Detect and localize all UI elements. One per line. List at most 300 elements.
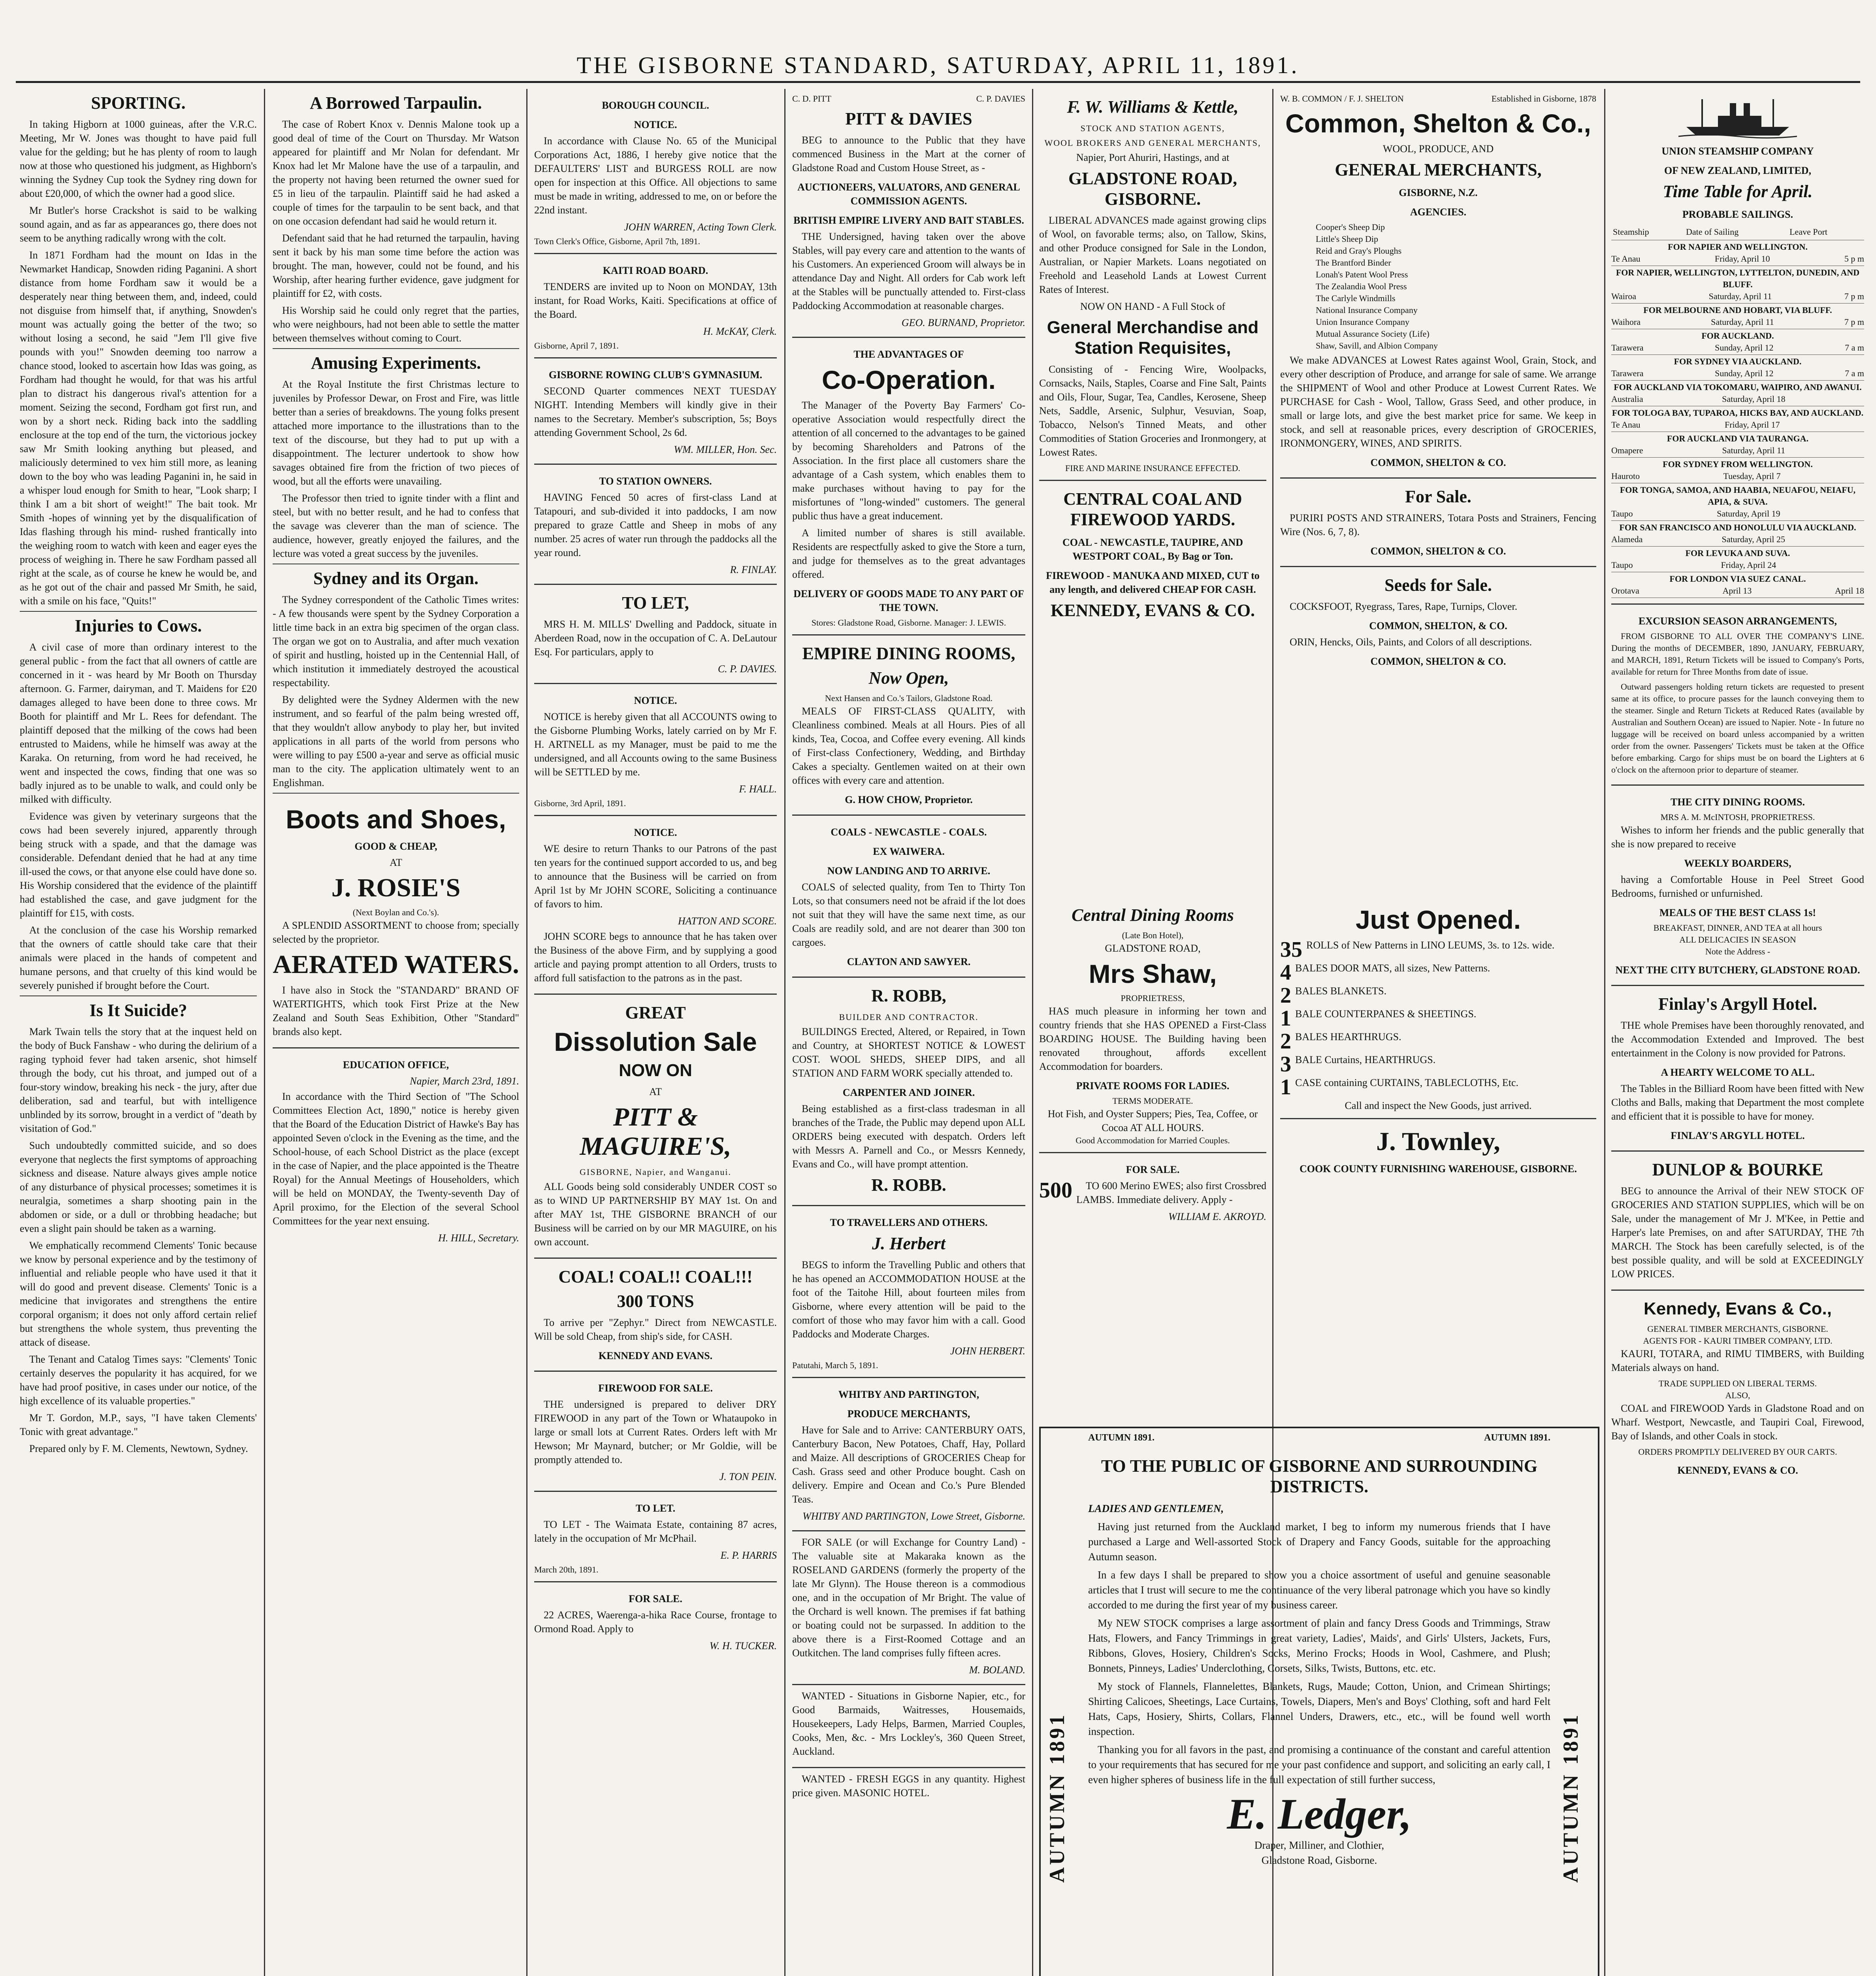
williams-now-on-hand: NOW ON HAND - A Full Stock of — [1080, 301, 1226, 312]
sailing-date: April 13 — [1722, 586, 1752, 596]
ledger-paragraph: Having just returned from the Auckland market, I beg to inform my numerous friends that I have purchased a Large and Well-assorted Stock of Drapery and Fancy Goods, suitable for the approaching Autumn season. — [1088, 1521, 1550, 1563]
autumn-corner-tr: AUTUMN 1891. — [1484, 1433, 1550, 1443]
robb-sub: BUILDER AND CONTRACTOR. — [839, 1012, 979, 1022]
opened-text: ROLLS of New Patterns in LINO LEUMS, 3s. to 12s. wide. — [1306, 939, 1555, 951]
kaiti-text: TENDERS are invited up to Noon on MONDAY, 13th instant, for Road Works, Kaiti. Specifications at office of the Board. — [534, 281, 777, 320]
station-text: HAVING Fenced 50 acres of first-class Land at Tatapouri, and sub-divided it into paddocks, I am now prepared to graze Cattle and Sheep in mobs of any number. 25 acres of water run through the paddocks all the year round. — [534, 492, 777, 558]
column-3 — [534, 89, 777, 1976]
herbert-date: Patutahi, March 5, 1891. — [792, 1360, 878, 1370]
sailing-row — [1611, 559, 1864, 571]
dining-terms: TERMS MODERATE. — [1112, 1096, 1193, 1106]
dining-address: GLADSTONE ROAD, — [1105, 943, 1201, 954]
cooperation-text: The Manager of the Poverty Bay Farmers' Co-operative Association would respectfully direct the attention of all concerned to the advantages to be gained by becoming Shareholders and Patrons of the Association. In the first place all customers share the advantage of a Cash system, which enables them to make purchases without having to pay for the misfortunes of "long-winded" customers. The general public thus have a great inducement. — [792, 400, 1025, 522]
seeds-heading: Seeds for Sale. — [1384, 575, 1492, 595]
boots-shop-name: J. ROSIE'S — [331, 873, 461, 902]
for-sale-signature: W. H. TUCKER. — [709, 1640, 777, 1652]
ledger-salute: LADIES AND GENTLEMEN, — [1088, 1503, 1224, 1514]
sailing-row — [1611, 393, 1864, 405]
article-paragraph: We emphatically recommend Clements' Tonic because we know by personal experience and by the testimony of influential and reliable people who have used it that it will do good and prevent disease. Clements' Tonic is a medicine that invigorates and strengthens the entire corporal organism; it does not only afford certain relief but strengthens the whole system, thus preventing the attack of disease. — [20, 1240, 257, 1348]
agency-item: Lonah's Patent Wool Press — [1316, 270, 1408, 279]
finlay-text: THE whole Premises have been thoroughly renovated, and the Accommodation Extended and Improved. The best entertainment in the Colony is now provided for Patrons. — [1611, 1020, 1864, 1059]
sailing-row — [1611, 368, 1864, 379]
sailing-entry — [1611, 381, 1864, 406]
agency-item: Union Insurance Company — [1316, 317, 1410, 327]
col-header: Steamship — [1611, 224, 1684, 240]
dining-name: Mrs Shaw, — [1089, 959, 1217, 988]
boots-heading: Boots and Shoes, — [286, 805, 506, 834]
seeds-signature: COMMON, SHELTON, & CO. — [1369, 620, 1507, 632]
kennedy-sub: GENERAL TIMBER MERCHANTS, GISBORNE. — [1647, 1324, 1828, 1334]
herbert-advert — [792, 1206, 1025, 1378]
central-firewood: FIREWOOD - MANUKA AND MIXED, CUT to any length, and delivered CHEAP FOR CASH. — [1046, 570, 1260, 595]
opened-text: BALES DOOR MATS, all sizes, New Patterns. — [1295, 962, 1490, 974]
sailing-time: 7 a m — [1845, 343, 1864, 353]
excursion-advert — [1611, 605, 1864, 786]
borough-text: In accordance with Clause No. 65 of the Municipal Corporations Act, 1886, I hereby give notice that the DEFAULTERS' LIST and BURGESS ROLL are now open for inspection at this Office. All objections to same must be made in writing, addressed to me, on or before the 22nd instant. — [534, 135, 777, 216]
pitt-davies-advert — [792, 89, 1025, 338]
ledger-heading: TO THE PUBLIC OF GISBORNE AND SURROUNDING DISTRICTS. — [1101, 1456, 1538, 1496]
city-breakfast: BREAKFAST, DINNER, AND TEA at all hours — [1653, 923, 1822, 933]
opened-count: 2 — [1280, 984, 1291, 1007]
sailing-date: Friday, April 10 — [1714, 254, 1770, 264]
great-heading: GREAT — [625, 1003, 686, 1022]
to-let-advert — [534, 1492, 777, 1582]
sailing-ship: Omapere — [1611, 445, 1643, 455]
sailing-row — [1611, 534, 1864, 545]
roseland-text: FOR SALE (or will Exchange for Country Land) - The valuable site at Makaraka known as the ROSELAND GARDENS (formerly the property of the late Mr Glynn). The House thereon is a commodious one, and in the occupation of Mr Bright. The value of the Orchard is well known. The premises if fat bathing or boating could not be surpassed. In addition to the above there is a First-Roomed Cottage and an Outkitchen. The land comprises fully fifteen acres. — [792, 1537, 1025, 1659]
common-general: GENERAL MERCHANTS, — [1335, 160, 1542, 179]
kennedy-orders: ORDERS PROMPTLY DELIVERED BY OUR CARTS. — [1638, 1447, 1837, 1457]
hatton-score-notice — [534, 816, 777, 995]
kennedy-evans-advert — [1611, 1291, 1864, 1485]
sailing-ship: Wairoa — [1611, 291, 1636, 301]
common-shelton-advert — [1280, 89, 1596, 479]
masthead-rule — [16, 81, 1860, 83]
williams-address: Napier, Port Ahuriri, Hastings, and at — [1076, 152, 1230, 163]
merino-text: TO 600 Merino EWES; also first Crossbred LAMBS. Immediate delivery. Apply - — [1076, 1180, 1266, 1205]
sailing-row — [1611, 290, 1864, 302]
pitt-maguire-text: ALL Goods being sold considerably UNDER COST so as to WIND UP PARTNERSHIP BY MAY 1st. On and after MAY 1st, THE GISBORNE BRANCH of our Business will be carried on by our MR MAGUIRE, on his own account. — [534, 1181, 777, 1248]
sailings-header — [1611, 224, 1864, 240]
sailing-destination: FOR SAN FRANCISCO AND HONOLULU VIA AUCKLAND. — [1619, 522, 1856, 532]
opened-call: Call and inspect the New Goods, just arrived. — [1345, 1100, 1532, 1111]
sailing-entry — [1611, 329, 1864, 355]
coal-tons: 300 TONS — [617, 1292, 694, 1311]
common-text: We make ADVANCES at Lowest Rates against Wool, Grain, Stock, and every other description of Produce, and arrange for sale of same. We arrange the SHIPMENT of Wool and other Produce at Lowest Current Rates. We PURCHASE for Cash - Wool, Tallow, Grass Seed, and other produce, in small or large lots, and give the best market price for same. We keep in stock, and sell at reasonable prices, every description of GROCERIES, IRONMONGERY, WINES, AND SPIRITS. — [1280, 354, 1596, 449]
common-sub: WOOL, PRODUCE, AND — [1383, 143, 1494, 155]
townley-sub: COOK COUNTY FURNISHING WAREHOUSE, GISBORNE. — [1299, 1163, 1577, 1175]
just-opened-advert — [1280, 897, 1596, 1119]
col-header: Date of Sailing — [1684, 224, 1788, 240]
tarpaulin-heading: A Borrowed Tarpaulin. — [310, 93, 482, 113]
merino-number: 500 — [1039, 1178, 1072, 1203]
article-paragraph: His Worship said he could only regret that the parties, who were neighbours, had not been able to settle the matter between themselves without coming to Court. — [273, 305, 519, 344]
sailing-row — [1611, 585, 1864, 597]
eggs-advert — [792, 1768, 1025, 1808]
roseland-advert — [792, 1531, 1025, 1685]
now-on-label: NOW ON — [619, 1061, 692, 1080]
masthead-title: THE GISBORNE STANDARD, SATURDAY, APRIL 11, 1891. — [576, 52, 1300, 78]
rowing-text: SECOND Quarter commences NEXT TUESDAY NIGHT. Intending Members will kindly give in their names to the Secretary. Member's subscription, 5s; Boys attending Government School, 2s 6d. — [534, 385, 777, 438]
whitby-advert — [792, 1378, 1025, 1531]
sailing-ship: Hauroto — [1611, 471, 1640, 481]
central-dining-advert — [1039, 897, 1266, 1153]
williams-heading: F. W. Williams & Kettle, — [1067, 97, 1239, 117]
plumbing-notice — [534, 684, 777, 816]
sailing-destination: FOR AUCKLAND. — [1701, 331, 1774, 341]
aerated-heading: AERATED WATERS. — [273, 950, 519, 979]
opened-block — [1280, 897, 1596, 1419]
seeds-advert — [1280, 567, 1596, 676]
dunlop-heading: DUNLOP & BOURKE — [1652, 1160, 1823, 1179]
coal-text: To arrive per "Zephyr." Direct from NEWCASTLE. Will be sold Cheap, from ship's side, for CASH. — [534, 1317, 777, 1342]
coals-landing: NOW LANDING AND TO ARRIVE. — [827, 865, 991, 877]
opened-item — [1280, 961, 1596, 984]
article-paragraph: A civil case of more than ordinary interest to the general public - from the fact that all owners of cattle are concerned in it - was heard by Mr Booth on Thursday afternoon. G. Farmer, dairyman, and T. Maidens for £20 damages alleged to have been done to three cows. Mr Booth for plaintiff and Mr L. Rees for defendant. The plaintiff deposed that the milking of the cows had been entrusted to Maidens, while he himself was away at the Karaka. On returning, from word he had received, he went and inspected the cows, finding that one was so badly injured as to be unable to walk, and could only be milked with difficulty. — [20, 641, 257, 805]
city-delicacies: ALL DELICACIES IN SEASON — [1679, 935, 1796, 945]
passengers-text: Outward passengers holding return tickets are requested to present same at its office, to procure passes for the launch conveying them to the steamer. Single and Return Tickets at Reduced Rates (available by Australian and Southern Ocean) are issued to Napier. Note - In future no luggage will be received on board unless accompanied by a written order from the owner. Passengers' Tickets must be taken at the Office before embarking. Cargo for ships must be on board the Lighters at 6 o'clock on the afternoon prior to departure of steamer. — [1611, 682, 1864, 775]
station-heading: TO STATION OWNERS. — [599, 475, 712, 487]
common-partners — [1280, 93, 1596, 105]
agencies-list — [1280, 221, 1596, 352]
at-label: AT — [649, 1086, 662, 1097]
kennedy-coal: COAL and FIREWOOD Yards in Gladstone Road and on Wharf. Westport, Newcastle, and Taupiri Coal, Firewood, Bay of Islands, and other Coals in stock. — [1611, 1403, 1864, 1442]
dissolution-sale-advert — [534, 995, 777, 1259]
stables-text: THE Undersigned, having taken over the above Stables, will pay every care and attention to the wants of his Customers. An experienced Groom will always be in attendance Day and Night. All orders for Cab work left at the Stables will be punctually attended to. First-class Paddocking Accommodation at reasonable charges. — [792, 231, 1025, 311]
to-let-heading: TO LET. — [635, 1503, 676, 1514]
station-signature: R. FINLAY. — [730, 564, 777, 575]
col-header: Leave Port — [1788, 224, 1864, 240]
article-paragraph: Defendant said that he had returned the tarpaulin, having sent it back by his man some time before the action was brought. The man, however, could not be found, and his Worship, after hearing further evidence, gave judgment for plaintiff for £2, with costs. — [273, 232, 519, 299]
for-sale-heading: FOR SALE. — [629, 1593, 682, 1605]
sailing-entry — [1611, 483, 1864, 521]
for-sale-signature: COMMON, SHELTON & CO. — [1370, 545, 1506, 557]
divider — [273, 348, 519, 349]
sailing-destination: FOR LEVUKA AND SUVA. — [1685, 548, 1790, 558]
dunlop-advert — [1611, 1152, 1864, 1291]
opened-text: CASE containing CURTAINS, TABLECLOTHS, Etc. — [1295, 1077, 1519, 1088]
boots-at: AT — [390, 857, 402, 868]
merino-heading: FOR SALE. — [1126, 1164, 1180, 1175]
whitby-heading: WHITBY AND PARTINGTON, — [838, 1389, 979, 1400]
kennedy-agents: AGENTS FOR - KAURI TIMBER COMPANY, LTD. — [1643, 1336, 1833, 1346]
coals-advert — [792, 816, 1025, 978]
firewood-heading: FIREWOOD FOR SALE. — [598, 1382, 713, 1394]
sailing-date: Saturday, April 11 — [1722, 445, 1786, 455]
townley-advert — [1280, 1119, 1596, 1184]
station-owners-advert — [534, 465, 777, 585]
sailing-ship: Te Anau — [1611, 254, 1641, 264]
sydney-heading: Sydney and its Organ. — [313, 569, 479, 588]
column-rule — [1604, 89, 1605, 1976]
sailing-destination: FOR SYDNEY FROM WELLINGTON. — [1663, 459, 1813, 469]
coals-heading: COALS - NEWCASTLE - COALS. — [831, 826, 987, 838]
ledger-body — [1088, 1452, 1550, 1976]
dining-sub: (Late Bon Hotel), — [1122, 930, 1184, 940]
opened-count: 3 — [1280, 1053, 1291, 1076]
article-paragraph: Mr Butler's horse Crackshot is said to be walking sound again, and as far as appearances go, there does not seem to be anything radically wrong with the colt. — [20, 205, 257, 244]
dining-ladies: PRIVATE ROOMS FOR LADIES. — [1076, 1080, 1230, 1092]
eggs-text: WANTED - FRESH EGGS in any quantity. Highest price given. MASONIC HOTEL. — [792, 1773, 1025, 1799]
borough-notice — [534, 89, 777, 254]
city-next: NEXT THE CITY BUTCHERY, GLADSTONE ROAD. — [1615, 964, 1860, 976]
opened-count: 35 — [1280, 938, 1302, 961]
finlay-advert — [1611, 986, 1864, 1152]
notice-text: JOHN SCORE begs to announce that he has taken over the Business of the above Firm, and by supplying a good article and paying prompt attention to all Orders, trusts to afford full satisfaction to the patrons as in the past. — [534, 931, 777, 984]
finlay-welcome: A HEARTY WELCOME TO ALL. — [1661, 1067, 1815, 1078]
divider — [20, 611, 257, 612]
empire-signature: G. HOW CHOW, Proprietor. — [845, 794, 973, 805]
robb-text: BUILDINGS Erected, Altered, or Repaired, in Town and Country, at SHORTEST NOTICE & LOWEST COST. WOOL SHEDS, SHEEP DIPS, and all STATION AND FARM WORK specially attended to. — [792, 1026, 1025, 1079]
sporting-heading: SPORTING. — [91, 93, 186, 113]
common-signature: COMMON, SHELTON & CO. — [1370, 457, 1506, 468]
sailing-ship: Taupo — [1611, 560, 1633, 570]
sailing-row — [1611, 470, 1864, 482]
sailing-ship: Tarawera — [1611, 368, 1644, 378]
excursion-text: FROM GISBORNE TO ALL OVER THE COMPANY'S LINE. During the months of DECEMBER, 1890, JANUARY, FEBRUARY, and MARCH, 1891, Return Tickets will be issued to Company's Ports, available for return for Three Months from date of issue. — [1611, 631, 1864, 677]
kaiti-notice — [534, 254, 777, 358]
sailing-destination: FOR NAPIER, WELLINGTON, LYTTELTON, DUNEDIN, AND BLUFF. — [1616, 268, 1860, 289]
sailing-row — [1611, 445, 1864, 456]
cooperation-heading: Co-Operation. — [822, 365, 996, 394]
sailings-table — [1611, 224, 1864, 240]
sailing-time: 7 a m — [1845, 368, 1864, 378]
sailing-ship: Australia — [1611, 394, 1643, 404]
kennedy-signature: KENNEDY, EVANS & CO. — [1677, 1465, 1798, 1476]
sailing-row — [1611, 316, 1864, 328]
opened-item — [1280, 1007, 1596, 1030]
agency-item: The Zealandia Wool Press — [1316, 281, 1407, 291]
ledger-paragraph: My stock of Flannels, Flannelettes, Blankets, Rugs, Maude; Cotton, Union, and Crimean Shirtings; Shirting Calicoes, Sheetings, Lace Curtains, Towels, Diapers, Men's and Boys' Clothing, soft and hard Felt Hats, Caps, Hosiery, Shirts, Collars, Flannel Unders, Drawers, etc., etc., will be found well worth inspection. — [1088, 1680, 1550, 1737]
boots-text: A SPLENDID ASSORTMENT to choose from; specially selected by the proprietor. — [273, 920, 519, 945]
dining-heading: Central Dining Rooms — [1072, 905, 1234, 925]
article-paragraph: The Professor then tried to ignite tinder with a flint and steel, but with no better result, and he had to confess that the savage was cleverer than the man of science. The audience, however, greatly enjoyed the failures, and the lecture was voted a great success by the juveniles. — [273, 492, 519, 559]
article-paragraph: In 1871 Fordham had the mount on Idas in the Newmarket Handicap, Snowden riding Paganini. A short distance from home Fordham saw it would be a desperately near thing between them, and, indeed, could not disguise from himself that, if anything, Snowden's mount was actually going the better of the two; so without losing a second, he said "Jem I'll give five pounds with you!" Snowden deeming too narrow a chance stood, looked to ascertain how Idas was going, as Fordham had thought he would, for that was his artful plan to distract his dangerous rival's attention for a moment. Seizing the second, Fordham got first run, and won by a short neck. Riding back into the saddling enclosure at the top end of the turn, the victorious jockey saw Mr Smith looking anything but pleased, and maliciously determined to vex him still more, as leaning down to the boy who was leading Paganini in, he said in a whisper loud enough for Smith to hear, "Look sharp; I think I am a bit short of weight!" The bait took. Mr Smith -hopes of winning yet by the disqualification of Idas flashing through his mind- rushed frantically into the weighing room to watch with keen and eager eyes the process of weighing in. There he saw Fordham passed all right at the scale, as of course he knew he would be, and as he got out of the chair and passed Mr Smith, he said, with a smile on his face, "Quits!" — [20, 249, 257, 607]
agency-item: Little's Sheep Dip — [1316, 234, 1378, 244]
sailing-time: 5 p m — [1844, 254, 1864, 264]
notice-heading: NOTICE. — [634, 695, 677, 706]
common-established: Established in Gisborne, 1878 — [1491, 94, 1596, 104]
kennedy-text: KAURI, TOTARA, and RIMU TIMBERS, with Building Materials always on hand. — [1611, 1348, 1864, 1373]
column-rule — [264, 89, 265, 1976]
coals-signature: CLAYTON AND SAWYER. — [847, 956, 971, 967]
sailing-destination: FOR NAPIER AND WELLINGTON. — [1668, 242, 1808, 252]
kennedy-heading: Kennedy, Evans & Co., — [1644, 1299, 1832, 1318]
city-meals: MEALS OF THE BEST CLASS 1s! — [1659, 907, 1816, 918]
city-note: Note the Address - — [1705, 947, 1771, 956]
opened-text: BALES BLANKETS. — [1295, 985, 1387, 997]
common-address: GISBORNE, N.Z. — [1399, 187, 1478, 198]
sailing-time: 7 p m — [1844, 317, 1864, 327]
paints-text: ORIN, Hencks, Oils, Paints, and Colors of all descriptions. — [1290, 636, 1532, 648]
sailings-list — [1611, 240, 1864, 598]
sailing-entry — [1611, 355, 1864, 381]
city-heading: THE CITY DINING ROOMS. — [1671, 796, 1805, 808]
union-timetable: Time Table for April. — [1663, 182, 1813, 201]
sailing-row — [1611, 253, 1864, 265]
sailing-entry — [1611, 547, 1864, 572]
sailing-date: Sunday, April 12 — [1715, 343, 1774, 353]
cooperation-delivery: DELIVERY OF GOODS MADE TO ANY PART OF THE TOWN. — [793, 588, 1024, 613]
autumn-corner-tl: AUTUMN 1891. — [1088, 1433, 1155, 1443]
to-let-heading: TO LET, — [622, 593, 689, 613]
agency-item: Mutual Assurance Society (Life) — [1316, 329, 1430, 339]
sailing-ship: Taupo — [1611, 509, 1633, 519]
sailing-date: Saturday, April 25 — [1722, 534, 1785, 544]
sailing-ship: Alameda — [1611, 534, 1643, 544]
herbert-text: BEGS to inform the Travelling Public and others that he has opened an ACCOMMODATION HOUSE at the foot of the Taitohe Hill, about fourteen miles from Gisborne, where every attention will be paid to the comfort of those who may favor him with a call. Good Paddocks and Moderate Charges. — [792, 1259, 1025, 1340]
townley-heading: J. Townley, — [1376, 1127, 1500, 1156]
education-heading: EDUCATION OFFICE, — [343, 1059, 449, 1071]
robb-advert — [792, 978, 1025, 1206]
sailing-destination: FOR LONDON VIA SUEZ CANAL. — [1669, 574, 1806, 584]
kaiti-heading: KAITI ROAD BOARD. — [603, 265, 708, 276]
whitby-signature: WHITBY AND PARTINGTON, Lowe Street, Gisborne. — [802, 1510, 1025, 1522]
williams-fire: FIRE AND MARINE INSURANCE EFFECTED. — [1065, 463, 1241, 473]
opened-item — [1280, 1076, 1596, 1099]
city-text: having a Comfortable House in Peel Street Good Bedrooms, furnished or unfurnished. — [1611, 874, 1864, 899]
agency-item: Reid and Gray's Ploughs — [1316, 246, 1402, 256]
agency-item: Cooper's Sheep Dip — [1316, 222, 1385, 232]
city-dining-advert — [1611, 786, 1864, 986]
to-let-text: MRS H. M. MILLS' Dwelling and Paddock, situate in Aberdeen Road, now in the occupation of C. A. DeLautour Esq. For particulars, apply to — [534, 618, 777, 658]
coal-signature: KENNEDY AND EVANS. — [598, 1350, 713, 1361]
robb-carpentry: CARPENTER AND JOINER. — [842, 1087, 975, 1098]
column-7 — [1611, 89, 1864, 1976]
agency-item: National Insurance Company — [1316, 305, 1418, 315]
common-agencies-heading: AGENCIES. — [1410, 206, 1467, 218]
sailing-row — [1611, 508, 1864, 520]
union-steamship-advert — [1611, 89, 1864, 605]
sailing-date: Friday, April 17 — [1724, 420, 1780, 430]
union-sub: OF NEW ZEALAND, LIMITED, — [1664, 165, 1811, 176]
central-signature: KENNEDY, EVANS & CO. — [1050, 601, 1255, 620]
merino-signature: WILLIAM E. AKROYD. — [1168, 1211, 1266, 1222]
sailing-date: Saturday, April 19 — [1717, 509, 1780, 519]
article-paragraph: Prepared only by F. M. Clements, Newtown, Sydney. — [29, 1443, 248, 1454]
article-paragraph: At the Royal Institute the first Christmas lecture to juveniles by Professor Dewar, on Frost and Fire, was little better than a series of breakdowns. The young folks present attached more importance to the illustrations than to the text of the discourse, but they had to put up with a disappointment. The lecturer undertook to show how savages obtained fire from the friction of two pieces of wood, but all the efforts were unavailing. — [273, 379, 519, 487]
williams-text: LIBERAL ADVANCES made against growing clips of Wool, on favorable terms; also, on Tallow, Skins, and other Produce consigned for Sale in the London, Australian, or Napier Markets. Loans negotiated on Freehold and Leasehold Lands at Lowest Current Rates of Interest. — [1039, 215, 1266, 295]
partner-left: C. D. PITT — [792, 94, 831, 104]
for-sale-text: 22 ACRES, Waerenga-a-hika Race Course, frontage to Ormond Road. Apply to — [534, 1609, 777, 1635]
sailing-date: Tuesday, April 7 — [1723, 471, 1781, 481]
article-paragraph: The Sydney correspondent of the Catholic Times writes: - A few thousands were spent by the Sydney Corporation a little time back in an extra big specimen of the organ class. The organ we got on to Australia, and after much vexation of spirit and hustling, hoisted up in the Centennial Hall, of which institution it immediately destroyed the acoustical respectability. — [273, 594, 519, 688]
empire-now-open: Now Open, — [868, 668, 949, 688]
williams-list: Consisting of - Fencing Wire, Woolpacks, Cornsacks, Nails, Staples, Coarse and Fine Salt, Paints and Oils, Flour, Sugar, Tea, Candles, Kerosene, Sheep Nets, Saddle, Arsenic, Sulphur, Vesuvian, Soap, Tobacco, Nelson's Tinned Meats, and other Commodities of Station Groceries and Ironmongery, at Lowest Rates. — [1039, 364, 1266, 458]
newspaper-masthead — [16, 43, 1860, 79]
article-paragraph: Mr T. Gordon, M.P., says, "I have taken Clements' Tonic with great advantage." — [20, 1412, 257, 1437]
for-sale-heading: For Sale. — [1405, 487, 1471, 506]
column-4 — [792, 89, 1025, 1976]
cooperation-text: A limited number of shares is still available. Residents are respectfully asked to give the Store a turn, and judge for themselves as to the great advantages offered. — [792, 527, 1025, 580]
cooperation-stores: Stores: Gladstone Road, Gisborne. Manager: J. LEWIS. — [811, 618, 1006, 628]
borough-date: Town Clerk's Office, Gisborne, April 7th, 1891. — [534, 236, 700, 246]
rowing-signature: WM. MILLER, Hon. Sec. — [674, 444, 777, 455]
travellers-heading: TO TRAVELLERS AND OTHERS. — [830, 1217, 988, 1228]
autumn-vertical-left: AUTUMN 1891 — [1045, 1712, 1069, 1883]
finlay-text: The Tables in the Billiard Room have been fitted with New Cloths and Balls, making that Department the most complete and efficient that it is possible to have for money. — [1611, 1083, 1864, 1122]
sailing-destination: FOR TONGA, SAMOA, AND HAABIA, NEUAFOU, NEIAFU, APIA, & SUVA. — [1620, 485, 1856, 507]
city-weekly: WEEKLY BOARDERS, — [1684, 858, 1791, 869]
sailing-destination: FOR MELBOURNE AND HOBART, VIA BLUFF. — [1643, 305, 1832, 315]
city-prop: MRS A. M. McINTOSH, PROPRIETRESS. — [1660, 812, 1815, 822]
finlay-heading: Finlay's Argyll Hotel. — [1658, 994, 1818, 1014]
article-paragraph: By delighted were the Sydney Aldermen with the new instrument, and so fearful of the palm being wrested off, that they wouldn't allow anybody to play her, but invited applications in all parts of the world from persons who were willing to pay £500 a-year and serve as official music man to the city. The application ultimately went to an Englishman. — [273, 694, 519, 788]
paints-signature: COMMON, SHELTON & CO. — [1370, 656, 1506, 667]
sailing-row — [1611, 419, 1864, 431]
dining-hot: Hot Fish, and Oyster Suppers; Pies, Tea, Coffee, or Cocoa AT ALL HOURS. — [1047, 1108, 1258, 1133]
rowing-notice — [534, 358, 777, 465]
kennedy-terms: TRADE SUPPLIED ON LIBERAL TERMS. — [1658, 1378, 1817, 1388]
williams-sub: STOCK AND STATION AGENTS, — [1080, 123, 1225, 133]
agency-item: The Carlyle Windmills — [1316, 293, 1396, 303]
sailing-row — [1611, 342, 1864, 354]
central-heading: CENTRAL COAL AND FIREWOOD YARDS. — [1063, 489, 1242, 529]
opened-count: 4 — [1280, 961, 1291, 984]
herbert-heading: J. Herbert — [872, 1234, 946, 1253]
cows-heading: Injuries to Cows. — [75, 616, 202, 635]
empire-text: MEALS OF FIRST-CLASS QUALITY, with Cleanliness combined. Meals at all Hours. Pies of all kinds, Tea, Cocoa, and Coffee every evening. All kinds of First-class Confectionery, Wedding, and Birthday Cakes a specialty. Gentlemen waited on at their own offices with every care and attention. — [792, 705, 1025, 786]
dining-block — [1039, 897, 1266, 1419]
sailing-date: Sunday, April 12 — [1715, 368, 1774, 378]
education-notice — [273, 1048, 519, 1252]
pitt-davies-text: BEG to announce to the Public that they have commenced Business in the Mart at the corner of Gladstone Road and Custom House Street, as - — [792, 134, 1025, 173]
ledger-advert — [1039, 1427, 1599, 1976]
boots-subheading: GOOD & CHEAP, — [354, 841, 437, 852]
opened-text: BALES HEARTHRUGS. — [1295, 1031, 1401, 1043]
firewood-advert — [534, 1372, 777, 1492]
column-rule — [784, 89, 785, 1976]
partner-right: C. P. DAVIES — [976, 94, 1025, 104]
to-let-signature: E. P. HARRIS — [720, 1550, 777, 1561]
sailing-time: April 18 — [1835, 586, 1864, 596]
column-rule — [526, 89, 527, 1976]
steamship-icon — [1678, 95, 1797, 139]
dunlop-text: BEG to announce the Arrival of their NEW STOCK OF GROCERIES AND STATION SUPPLIES, which will be on Sale, under the management of Mr J. M'Kee, in Pettie and Harper's late Premises, on and after SATURDAY, THE 7th MARCH. The Stock has been carefully selected, is of the best possible quality, and will be sold at EXCEEDINGLY LOW PRICES. — [1611, 1185, 1864, 1280]
excursion-heading: EXCURSION SEASON ARRANGEMENTS, — [1638, 615, 1837, 627]
to-let-signature: C. P. DAVIES. — [718, 663, 777, 675]
dining-good: Good Accommodation for Married Couples. — [1075, 1135, 1230, 1145]
opened-item — [1280, 1053, 1596, 1076]
sailing-destination: FOR SYDNEY VIA AUCKLAND. — [1674, 356, 1802, 366]
to-let-advert — [534, 585, 777, 684]
article-paragraph: The Tenant and Catalog Times says: "Clements' Tonic certainly deserves the popularity it has acquired, for we have had proof positive, in cases under our notice, of the high excellence of its valuable properties." — [20, 1354, 257, 1407]
notice-date: Gisborne, 3rd April, 1891. — [534, 798, 626, 808]
dining-prop: PROPRIETRESS, — [1121, 993, 1185, 1003]
firewood-text: THE undersigned is prepared to deliver DRY FIREWOOD in any part of the Town or Whataupoko in large or small lots at Current Rates. Orders left with Mr Hewson; Mr Maynard, butcher; or Mr Goldie, will be promptly attended to. — [534, 1399, 777, 1465]
coal-heading: COAL! COAL!! COAL!!! — [558, 1267, 753, 1286]
article-paragraph: Evidence was given by veterinary surgeons that the cows had been severely injured, apparently through being struck with a spade, and that the damage was considerable. Defendant denied that he had at any time ill-used the cows, or that anyone else could have done so. His Worship considered that the evidence of the plaintiff had established the case, and gave judgment for the plaintiff for £15, with costs. — [20, 811, 257, 919]
coals-text: COALS of selected quality, from Ten to Thirty Ton Lots, so that consumers need not be afraid if the lot does not suit that they will have the same next time, as our Coals are readily sold, and are not dearer than 300 ton cargoes. — [792, 881, 1025, 948]
union-heading: UNION STEAMSHIP COMPANY — [1661, 145, 1814, 157]
union-probable: PROBABLE SAILINGS. — [1682, 209, 1793, 220]
agency-item: Shaw, Savill, and Albion Company — [1316, 341, 1438, 351]
sailing-date: Saturday, April 18 — [1722, 394, 1786, 404]
common-partners-left: W. B. COMMON / F. J. SHELTON — [1280, 94, 1404, 104]
amusing-heading: Amusing Experiments. — [311, 353, 481, 373]
seeds-text: COCKSFOOT, Ryegrass, Tares, Rape, Turnips, Clover. — [1290, 601, 1518, 612]
partners-line — [792, 93, 1025, 105]
for-sale-advert — [534, 1582, 777, 1660]
merino-advert — [1039, 1153, 1266, 1231]
dissolution-heading: Dissolution Sale — [554, 1027, 757, 1056]
education-date: Napier, March 23rd, 1891. — [410, 1075, 519, 1087]
pitt-davies-heading: PITT & DAVIES — [845, 109, 972, 128]
agency-item: The Brantford Binder — [1316, 258, 1391, 268]
article-paragraph: At the conclusion of the case his Worship remarked that the owners of cattle should take care that their animals were placed in the hands of competent and humane persons, and that cruelty of this kind would be severely punished if brought before the Court. — [20, 924, 257, 991]
williams-road: GLADSTONE ROAD, GISBORNE. — [1068, 169, 1237, 209]
sailing-entry — [1611, 458, 1864, 483]
